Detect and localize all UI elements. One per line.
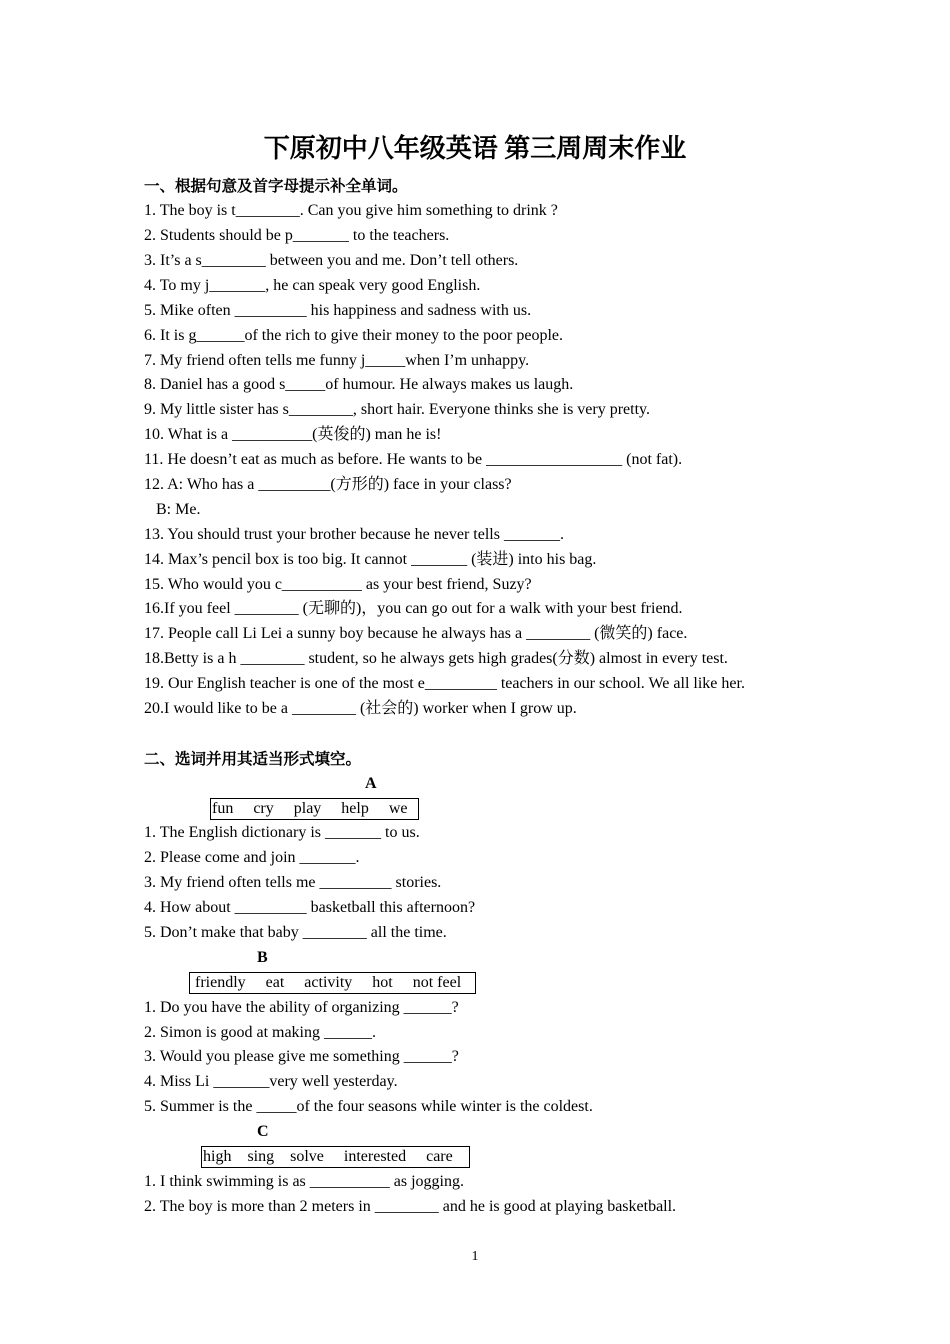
s1-item-10: 10. What is a __________(英俊的) man he is! <box>144 426 442 443</box>
s1-item-3: 3. It’s a s________ between you and me. Don’t tell others. <box>144 252 519 269</box>
s1-item-12: 12. A: Who has a _________(方形的) face in your class? <box>144 476 512 493</box>
s1-item-12b: B: Me. <box>144 501 201 518</box>
s1-item-14: 14. Max’s pencil box is too big. It cannot _______ (装进) into his bag. <box>144 551 597 568</box>
section-1-heading: 一、根据句意及首字母提示补全单词。 <box>144 177 408 195</box>
s1-item-5: 5. Mike often _________ his happiness and sadness with us. <box>144 302 532 319</box>
page-number: 1 <box>471 1249 479 1264</box>
s1-item-9: 9. My little sister has s________, short hair. Everyone thinks she is very pretty. <box>144 401 651 418</box>
a-item-5: 5. Don’t make that baby ________ all the time. <box>144 924 447 941</box>
s1-item-7: 7. My friend often tells me funny j_____when I’m unhappy. <box>144 352 530 369</box>
b-item-1: 1. Do you have the ability of organizing ______? <box>144 999 459 1016</box>
c-item-1: 1. I think swimming is as __________ as jogging. <box>144 1173 464 1190</box>
group-b-label: B <box>257 949 268 966</box>
s1-item-8: 8. Daniel has a good s_____of humour. He always makes us laugh. <box>144 376 574 393</box>
s1-item-11: 11. He doesn’t eat as much as before. He wants to be _________________ (not fat). <box>144 451 683 468</box>
s1-item-19: 19. Our English teacher is one of the most e_________ teachers in our school. We all like her. <box>144 675 745 692</box>
s1-item-1: 1. The boy is t________. Can you give him something to drink ? <box>144 202 558 219</box>
b-item-5: 5. Summer is the _____of the four seasons while winter is the coldest. <box>144 1098 593 1115</box>
s1-item-13: 13. You should trust your brother because he never tells _______. <box>144 526 564 543</box>
b-item-2: 2. Simon is good at making ______. <box>144 1024 376 1041</box>
a-item-2: 2. Please come and join _______. <box>144 849 360 866</box>
s1-item-6: 6. It is g______of the rich to give their money to the poor people. <box>144 327 564 344</box>
s1-item-18: 18.Betty is a h ________ student, so he always gets high grades(分数) almost in every test. <box>144 650 728 667</box>
s1-item-2: 2. Students should be p_______ to the teachers. <box>144 227 450 244</box>
a-item-4: 4. How about _________ basketball this afternoon? <box>144 899 476 916</box>
s1-item-16: 16.If you feel ________ (无聊的)，you can go out for a walk with your best friend. <box>144 600 683 617</box>
group-a-word-box: fun cry play help we <box>210 798 419 820</box>
group-b-word-box: friendly eat activity hot not feel <box>189 972 476 994</box>
s1-item-17: 17. People call Li Lei a sunny boy because he always has a ________ (微笑的) face. <box>144 625 688 642</box>
s1-item-20: 20.I would like to be a ________ (社会的) worker when I grow up. <box>144 700 577 717</box>
group-a-label: A <box>365 775 377 792</box>
c-item-2: 2. The boy is more than 2 meters in ________ and he is good at playing basketball. <box>144 1198 677 1215</box>
b-item-4: 4. Miss Li _______very well yesterday. <box>144 1073 398 1090</box>
group-c-label: C <box>257 1123 269 1140</box>
page-title: 下原初中八年级英语 第三周周末作业 <box>263 134 687 163</box>
group-c-word-box: high sing solve interested care <box>201 1146 470 1168</box>
s1-item-4: 4. To my j_______, he can speak very good English. <box>144 277 481 294</box>
a-item-1: 1. The English dictionary is _______ to us. <box>144 824 420 841</box>
a-item-3: 3. My friend often tells me _________ stories. <box>144 874 442 891</box>
s1-item-15: 15. Who would you c__________ as your best friend, Suzy? <box>144 576 532 593</box>
section-2-heading: 二、选词并用其适当形式填空。 <box>144 750 362 768</box>
b-item-3: 3. Would you please give me something ______? <box>144 1048 459 1065</box>
